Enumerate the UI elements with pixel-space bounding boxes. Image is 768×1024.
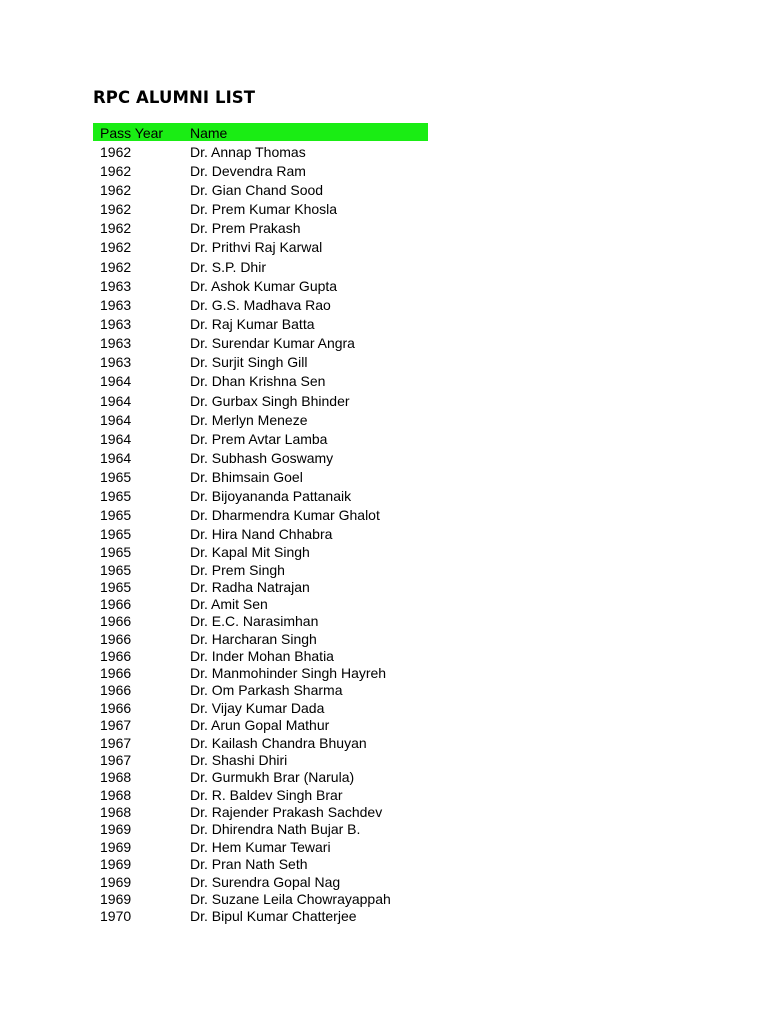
pass-year-cell: 1966 — [100, 631, 132, 647]
table-row — [93, 487, 428, 505]
column-header-pass-year: Pass Year — [100, 125, 164, 141]
table-row — [93, 855, 428, 873]
name-cell: Dr. Pran Nath Seth — [190, 856, 308, 872]
table-row — [93, 838, 428, 856]
name-cell: Dr. Prithvi Raj Karwal — [190, 239, 323, 255]
name-cell: Dr. Dhan Krishna Sen — [190, 373, 326, 389]
name-cell: Dr. Ashok Kumar Gupta — [190, 278, 338, 294]
table-row — [93, 430, 428, 448]
table-row — [93, 873, 428, 891]
name-cell: Dr. Hem Kumar Tewari — [190, 839, 331, 855]
name-cell: Dr. Raj Kumar Batta — [190, 316, 315, 332]
pass-year-cell: 1965 — [100, 562, 132, 578]
pass-year-cell: 1962 — [100, 144, 132, 160]
name-cell: Dr. Prem Avtar Lamba — [190, 431, 328, 447]
table-row — [93, 578, 428, 596]
table-row — [93, 786, 428, 804]
pass-year-cell: 1967 — [100, 735, 132, 751]
name-cell: Dr. Annap Thomas — [190, 144, 306, 160]
table-row — [93, 162, 428, 180]
name-cell: Dr. Om Parkash Sharma — [190, 682, 343, 698]
table-row — [93, 315, 428, 333]
name-cell: Dr. Dhirendra Nath Bujar B. — [190, 821, 361, 837]
name-cell: Dr. Inder Mohan Bhatia — [190, 648, 334, 664]
pass-year-cell: 1967 — [100, 717, 132, 733]
table-row — [93, 372, 428, 390]
name-cell: Dr. Kapal Mit Singh — [190, 544, 310, 560]
pass-year-cell: 1962 — [100, 239, 132, 255]
table-row — [93, 734, 428, 752]
pass-year-cell: 1964 — [100, 431, 132, 447]
name-cell: Dr. Bijoyananda Pattanaik — [190, 488, 352, 504]
table-row — [93, 681, 428, 699]
table-row — [93, 353, 428, 371]
table-row — [93, 890, 428, 908]
table-row — [93, 143, 428, 161]
pass-year-cell: 1963 — [100, 316, 132, 332]
table-row — [93, 716, 428, 734]
name-cell: Dr. Amit Sen — [190, 596, 268, 612]
table-row — [93, 647, 428, 665]
name-cell: Dr. Arun Gopal Mathur — [190, 717, 330, 733]
table-row — [93, 664, 428, 682]
table-row — [93, 277, 428, 295]
pass-year-cell: 1966 — [100, 648, 132, 664]
table-row — [93, 200, 428, 218]
pass-year-cell: 1963 — [100, 354, 132, 370]
pass-year-cell: 1964 — [100, 393, 132, 409]
name-cell: Dr. Prem Prakash — [190, 220, 301, 236]
name-cell: Dr. Gian Chand Sood — [190, 182, 324, 198]
table-row — [93, 238, 428, 256]
table-header — [93, 123, 428, 141]
name-cell: Dr. Surendar Kumar Angra — [190, 335, 355, 351]
pass-year-cell: 1964 — [100, 412, 132, 428]
pass-year-cell: 1963 — [100, 278, 132, 294]
pass-year-cell: 1969 — [100, 874, 132, 890]
pass-year-cell: 1962 — [100, 259, 132, 275]
name-cell: Dr. Dharmendra Kumar Ghalot — [190, 507, 380, 523]
name-cell: Dr. Vijay Kumar Dada — [190, 700, 325, 716]
pass-year-cell: 1966 — [100, 596, 132, 612]
table-row — [93, 506, 428, 524]
table-row — [93, 612, 428, 630]
pass-year-cell: 1967 — [100, 752, 132, 768]
name-cell: Dr. Merlyn Meneze — [190, 412, 308, 428]
table-row — [93, 258, 428, 276]
name-cell: Dr. Gurbax Singh Bhinder — [190, 393, 350, 409]
table-row — [93, 561, 428, 579]
pass-year-cell: 1964 — [100, 373, 132, 389]
pass-year-cell: 1965 — [100, 526, 132, 542]
name-cell: Dr. Manmohinder Singh Hayreh — [190, 665, 387, 681]
pass-year-cell: 1962 — [100, 201, 132, 217]
pass-year-cell: 1965 — [100, 469, 132, 485]
table-row — [93, 411, 428, 429]
name-cell: Dr. Surendra Gopal Nag — [190, 874, 341, 890]
name-cell: Dr. Radha Natrajan — [190, 579, 310, 595]
table-row — [93, 296, 428, 314]
name-cell: Dr. Shashi Dhiri — [190, 752, 288, 768]
pass-year-cell: 1965 — [100, 488, 132, 504]
pass-year-cell: 1962 — [100, 220, 132, 236]
name-cell: Dr. Surjit Singh Gill — [190, 354, 308, 370]
table-row — [93, 219, 428, 237]
pass-year-cell: 1966 — [100, 700, 132, 716]
name-cell: Dr. G.S. Madhava Rao — [190, 297, 331, 313]
table-row — [93, 820, 428, 838]
pass-year-cell: 1962 — [100, 163, 132, 179]
pass-year-cell: 1965 — [100, 544, 132, 560]
table-row — [93, 751, 428, 769]
pass-year-cell: 1963 — [100, 335, 132, 351]
name-cell: Dr. Suzane Leila Chowrayappah — [190, 891, 391, 907]
pass-year-cell: 1965 — [100, 507, 132, 523]
table-row — [93, 334, 428, 352]
table-row — [93, 803, 428, 821]
pass-year-cell: 1966 — [100, 665, 132, 681]
name-cell: Dr. Prem Kumar Khosla — [190, 201, 338, 217]
name-cell: Dr. Rajender Prakash Sachdev — [190, 804, 383, 820]
name-cell: Dr. Devendra Ram — [190, 163, 306, 179]
name-cell: Dr. Subhash Goswamy — [190, 450, 334, 466]
table-row — [93, 907, 428, 925]
name-cell: Dr. Prem Singh — [190, 562, 285, 578]
table-row — [93, 181, 428, 199]
pass-year-cell: 1962 — [100, 182, 132, 198]
name-cell: Dr. Gurmukh Brar (Narula) — [190, 769, 355, 785]
pass-year-cell: 1970 — [100, 908, 132, 924]
pass-year-cell: 1966 — [100, 613, 132, 629]
table-row — [93, 392, 428, 410]
name-cell: Dr. Bipul Kumar Chatterjee — [190, 908, 357, 924]
table-row — [93, 768, 428, 786]
pass-year-cell: 1968 — [100, 804, 132, 820]
name-cell: Dr. E.C. Narasimhan — [190, 613, 319, 629]
table-row — [93, 525, 428, 543]
name-cell: Dr. Hira Nand Chhabra — [190, 526, 333, 542]
pass-year-cell: 1968 — [100, 769, 132, 785]
table-row — [93, 630, 428, 648]
name-cell: Dr. Kailash Chandra Bhuyan — [190, 735, 367, 751]
pass-year-cell: 1968 — [100, 787, 132, 803]
name-cell: Dr. S.P. Dhir — [190, 259, 266, 275]
page-title: RPC ALUMNI LIST — [93, 88, 256, 107]
column-header-name: Name — [190, 125, 228, 141]
table-row — [93, 543, 428, 561]
table-row — [93, 449, 428, 467]
pass-year-cell: 1964 — [100, 450, 132, 466]
table-row — [93, 699, 428, 717]
pass-year-cell: 1969 — [100, 856, 132, 872]
name-cell: Dr. Bhimsain Goel — [190, 469, 303, 485]
table-row — [93, 468, 428, 486]
name-cell: Dr. R. Baldev Singh Brar — [190, 787, 343, 803]
name-cell: Dr. Harcharan Singh — [190, 631, 317, 647]
pass-year-cell: 1969 — [100, 821, 132, 837]
table-row — [93, 595, 428, 613]
pass-year-cell: 1965 — [100, 579, 132, 595]
pass-year-cell: 1969 — [100, 839, 132, 855]
pass-year-cell: 1963 — [100, 297, 132, 313]
pass-year-cell: 1966 — [100, 682, 132, 698]
pass-year-cell: 1969 — [100, 891, 132, 907]
